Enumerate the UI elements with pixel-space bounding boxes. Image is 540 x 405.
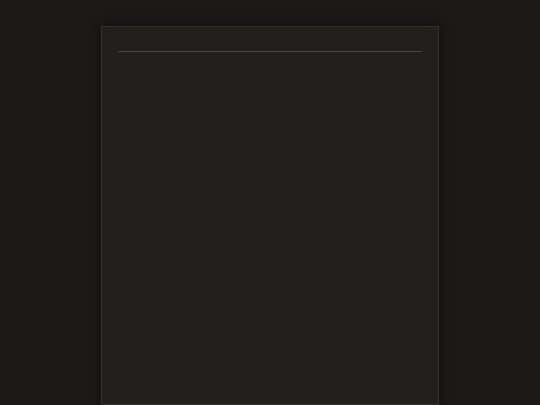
title-divider [118, 51, 422, 52]
article-panel [101, 26, 439, 405]
